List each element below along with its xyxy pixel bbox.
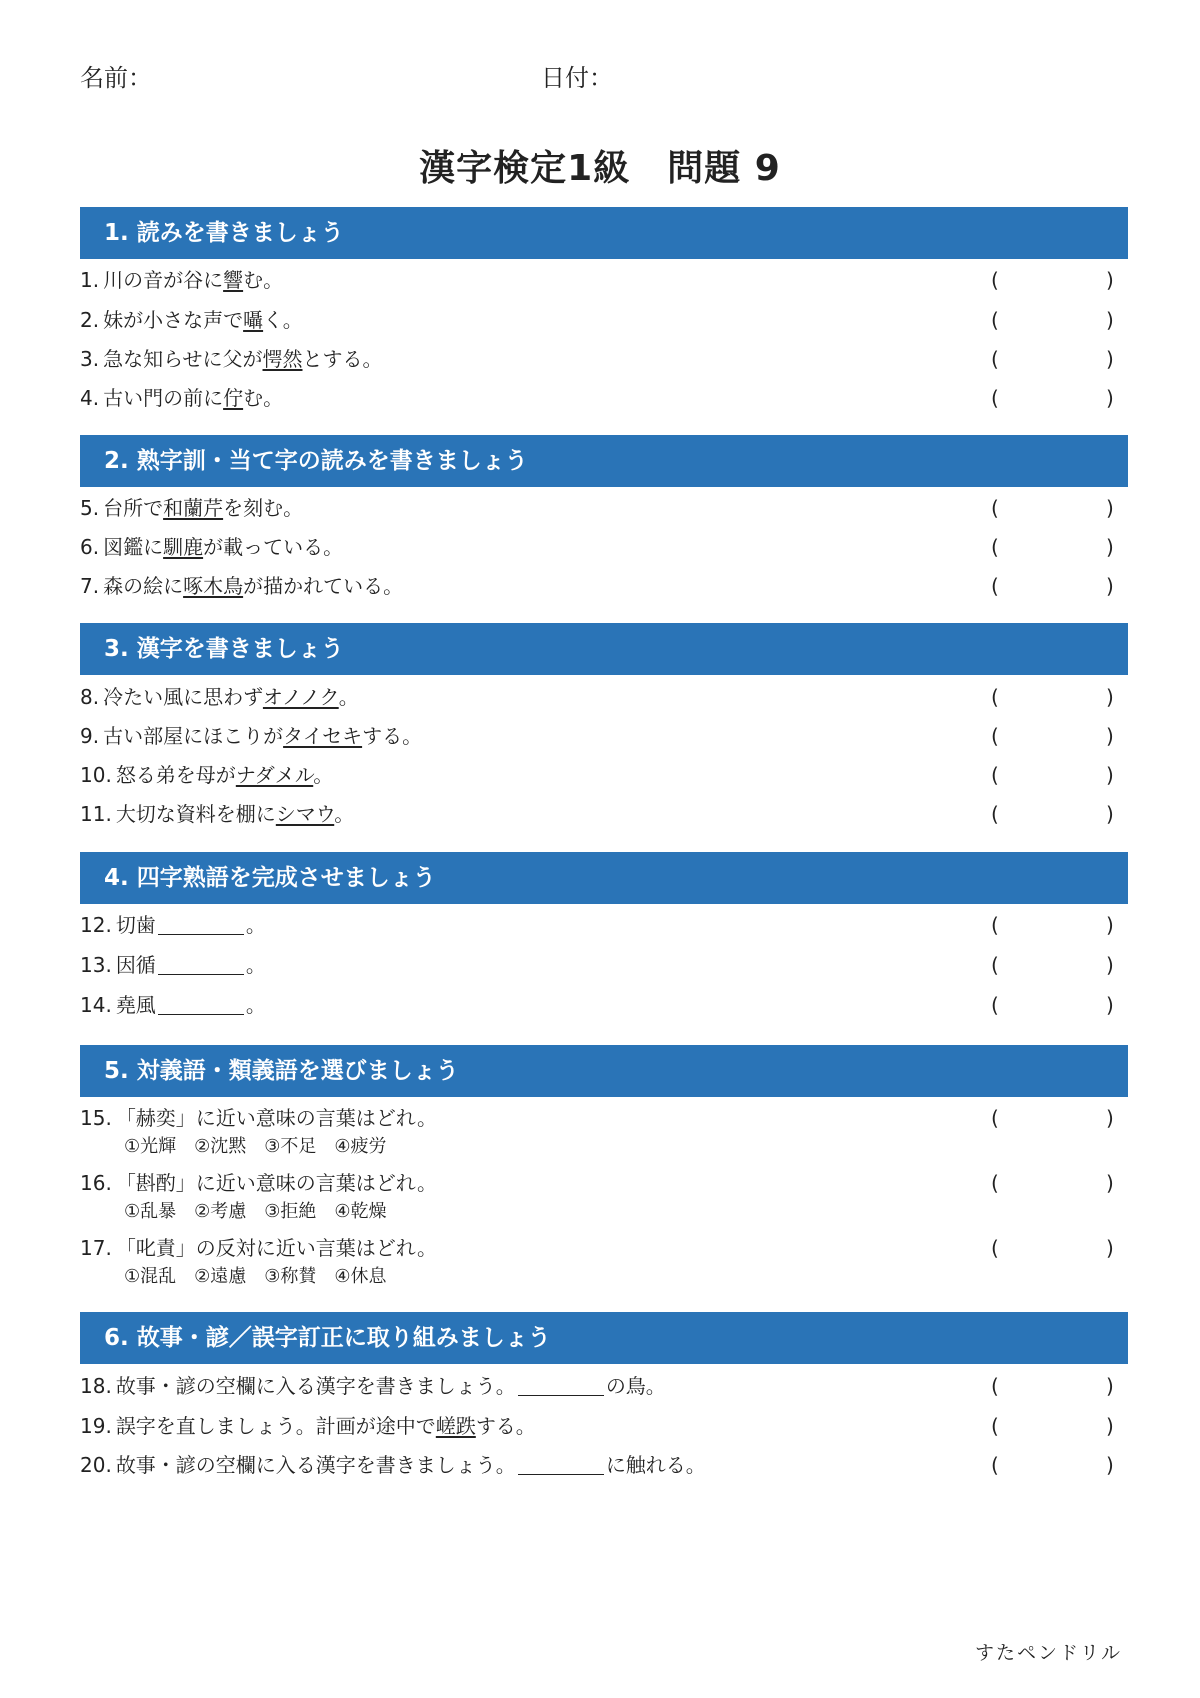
- question-text-after: とする。: [302, 347, 383, 371]
- fill-blank[interactable]: [518, 1375, 604, 1396]
- answer-choices: ①光輝 ②沈黙 ③不足 ④疲労: [124, 1136, 387, 1157]
- answer-choices: ①混乱 ②遠慮 ③称賛 ④休息: [124, 1266, 387, 1287]
- answer-paren-open: (: [991, 1453, 999, 1477]
- section-heading: 2. 熟字訓・当て字の読みを書きましょう: [80, 435, 1128, 487]
- answer-paren-open: (: [991, 1171, 999, 1195]
- section-heading: 3. 漢字を書きましょう: [80, 623, 1128, 675]
- question-row: [80, 1372, 1128, 1400]
- answer-paren-close: ): [1106, 268, 1114, 292]
- question-text: 古い部屋にほこりが: [103, 724, 284, 748]
- answer-paren-open: (: [991, 386, 999, 410]
- question-text-after: する。: [475, 1414, 536, 1438]
- question-text: 古い門の前に: [103, 386, 224, 410]
- question-number: 4.: [80, 386, 100, 410]
- question-number: 19.: [80, 1414, 112, 1438]
- answer-paren-close: ): [1106, 1374, 1114, 1398]
- answer-paren-open: (: [991, 685, 999, 709]
- question-text: 「赫奕」に近い意味の言葉はどれ。: [115, 1106, 438, 1130]
- question-text: 故事・諺の空欄に入る漢字を書きましょう。: [115, 1453, 516, 1477]
- answer-paren-open: (: [991, 763, 999, 787]
- question-text: 故事・諺の空欄に入る漢字を書きましょう。: [115, 1374, 516, 1398]
- question-number: 12.: [80, 913, 112, 937]
- question-text: 台所で: [103, 496, 164, 520]
- question-text-after: む。: [243, 268, 284, 292]
- target-word: 愕然: [262, 347, 303, 371]
- answer-paren-close: ): [1106, 1453, 1114, 1477]
- answer-paren-open: (: [991, 496, 999, 520]
- target-word: 佇: [223, 386, 244, 410]
- target-word: タイセキ: [283, 724, 363, 748]
- question-row: [80, 683, 1128, 711]
- question-number: 10.: [80, 763, 112, 787]
- question-text: 因循: [115, 953, 156, 977]
- question-text: 大切な資料を棚に: [115, 802, 276, 826]
- question-text-after: に触れる。: [605, 1453, 706, 1477]
- question-row: [80, 722, 1128, 750]
- answer-paren-open: (: [991, 724, 999, 748]
- question-text: 「斟酌」に近い意味の言葉はどれ。: [115, 1171, 438, 1195]
- question-number: 5.: [80, 496, 100, 520]
- answer-paren-open: (: [991, 953, 999, 977]
- section-heading: 5. 対義語・類義語を選びましょう: [80, 1045, 1128, 1097]
- answer-paren-open: (: [991, 1374, 999, 1398]
- answer-paren-open: (: [991, 993, 999, 1017]
- question-row: [80, 1412, 1128, 1440]
- answer-paren-close: ): [1106, 535, 1114, 559]
- answer-paren-open: (: [991, 535, 999, 559]
- question-text-after: 。: [245, 953, 266, 977]
- question-number: 17.: [80, 1236, 112, 1260]
- question-number: 9.: [80, 724, 100, 748]
- answer-paren-close: ): [1106, 953, 1114, 977]
- question-number: 6.: [80, 535, 100, 559]
- fill-blank[interactable]: [158, 914, 244, 935]
- question-row: [80, 345, 1128, 373]
- answer-paren-close: ): [1106, 308, 1114, 332]
- question-text-after: 。: [338, 685, 359, 709]
- answer-paren-close: ): [1106, 724, 1114, 748]
- answer-paren-open: (: [991, 1236, 999, 1260]
- question-text: 川の音が谷に: [103, 268, 224, 292]
- answer-paren-close: ): [1106, 496, 1114, 520]
- target-word: 響: [223, 268, 244, 292]
- question-row: [80, 572, 1128, 600]
- name-label: 名前：: [80, 64, 152, 92]
- answer-paren-open: (: [991, 574, 999, 598]
- question-row: [80, 1451, 1128, 1479]
- question-row: [80, 1234, 1128, 1262]
- target-word: オノノク: [262, 685, 339, 709]
- fill-blank[interactable]: [158, 994, 244, 1015]
- question-row: [80, 800, 1128, 828]
- question-row: [80, 1169, 1128, 1197]
- question-row: [80, 533, 1128, 561]
- answer-paren-close: ): [1106, 386, 1114, 410]
- question-row: [80, 384, 1128, 412]
- target-word: 嵯跌: [435, 1414, 476, 1438]
- question-number: 11.: [80, 802, 112, 826]
- question-text-after: が載っている。: [203, 535, 344, 559]
- answer-paren-open: (: [991, 1106, 999, 1130]
- answer-paren-open: (: [991, 802, 999, 826]
- answer-paren-open: (: [991, 347, 999, 371]
- answer-paren-close: ): [1106, 802, 1114, 826]
- question-text-after: が描かれている。: [243, 574, 404, 598]
- question-number: 16.: [80, 1171, 112, 1195]
- answer-paren-close: ): [1106, 1171, 1114, 1195]
- answer-paren-close: ): [1106, 1414, 1114, 1438]
- answer-paren-open: (: [991, 913, 999, 937]
- question-text: 「叱責」の反対に近い言葉はどれ。: [115, 1236, 438, 1260]
- answer-paren-close: ): [1106, 993, 1114, 1017]
- question-number: 7.: [80, 574, 100, 598]
- question-text: 冷たい風に思わず: [103, 685, 263, 709]
- question-row: [80, 911, 1128, 939]
- question-text-after: 。: [245, 993, 266, 1017]
- fill-blank[interactable]: [158, 954, 244, 975]
- question-text-after: 。: [245, 913, 266, 937]
- question-text-after: く。: [263, 308, 303, 332]
- section-heading: 1. 読みを書きましょう: [80, 207, 1128, 259]
- section-heading: 6. 故事・諺／誤字訂正に取り組みましょう: [80, 1312, 1128, 1364]
- question-row: [80, 761, 1128, 789]
- question-row: [80, 1104, 1128, 1132]
- answer-paren-open: (: [991, 1414, 999, 1438]
- question-number: 18.: [80, 1374, 112, 1398]
- question-text-after: する。: [362, 724, 423, 748]
- answer-paren-close: ): [1106, 685, 1114, 709]
- question-row: [80, 494, 1128, 522]
- question-text: 妹が小さな声で: [103, 308, 244, 332]
- target-word: シマウ: [275, 802, 335, 826]
- answer-paren-close: ): [1106, 913, 1114, 937]
- question-text-after: 。: [334, 802, 355, 826]
- question-text: 森の絵に: [103, 574, 184, 598]
- target-word: 囁: [243, 308, 264, 332]
- question-number: 14.: [80, 993, 112, 1017]
- question-text: 誤字を直しましょう。計画が途中で: [115, 1414, 436, 1438]
- question-row: [80, 951, 1128, 979]
- question-text-after: の鳥。: [605, 1374, 666, 1398]
- target-word: 和蘭芹: [163, 496, 224, 520]
- question-text: 図鑑に: [103, 535, 164, 559]
- answer-paren-close: ): [1106, 574, 1114, 598]
- date-label: 日付：: [541, 64, 613, 92]
- section-heading: 4. 四字熟語を完成させましょう: [80, 852, 1128, 904]
- answer-paren-close: ): [1106, 347, 1114, 371]
- page-title: 漢字検定1級 問題 9: [419, 148, 781, 189]
- target-word: ナダメル: [235, 763, 314, 787]
- question-text: 堯風: [115, 993, 156, 1017]
- question-row: [80, 991, 1128, 1019]
- answer-paren-close: ): [1106, 1106, 1114, 1130]
- question-text: 切歯: [115, 913, 156, 937]
- footer-brand: すたペンドリル: [974, 1642, 1122, 1664]
- target-word: 馴鹿: [163, 535, 204, 559]
- question-text: 怒る弟を母が: [115, 763, 236, 787]
- question-number: 8.: [80, 685, 100, 709]
- question-number: 1.: [80, 268, 100, 292]
- question-number: 2.: [80, 308, 100, 332]
- question-number: 20.: [80, 1453, 112, 1477]
- question-text-after: む。: [243, 386, 284, 410]
- question-number: 15.: [80, 1106, 112, 1130]
- question-number: 13.: [80, 953, 112, 977]
- target-word: 啄木鳥: [183, 574, 244, 598]
- answer-paren-open: (: [991, 268, 999, 292]
- answer-paren-close: ): [1106, 763, 1114, 787]
- question-text-after: 。: [313, 763, 334, 787]
- fill-blank[interactable]: [518, 1454, 604, 1475]
- question-text: 急な知らせに父が: [103, 347, 263, 371]
- question-row: [80, 266, 1128, 294]
- answer-paren-close: ): [1106, 1236, 1114, 1260]
- question-number: 3.: [80, 347, 100, 371]
- answer-paren-open: (: [991, 308, 999, 332]
- question-text-after: を刻む。: [223, 496, 304, 520]
- question-row: [80, 306, 1128, 334]
- answer-choices: ①乱暴 ②考慮 ③拒絶 ④乾燥: [124, 1201, 387, 1222]
